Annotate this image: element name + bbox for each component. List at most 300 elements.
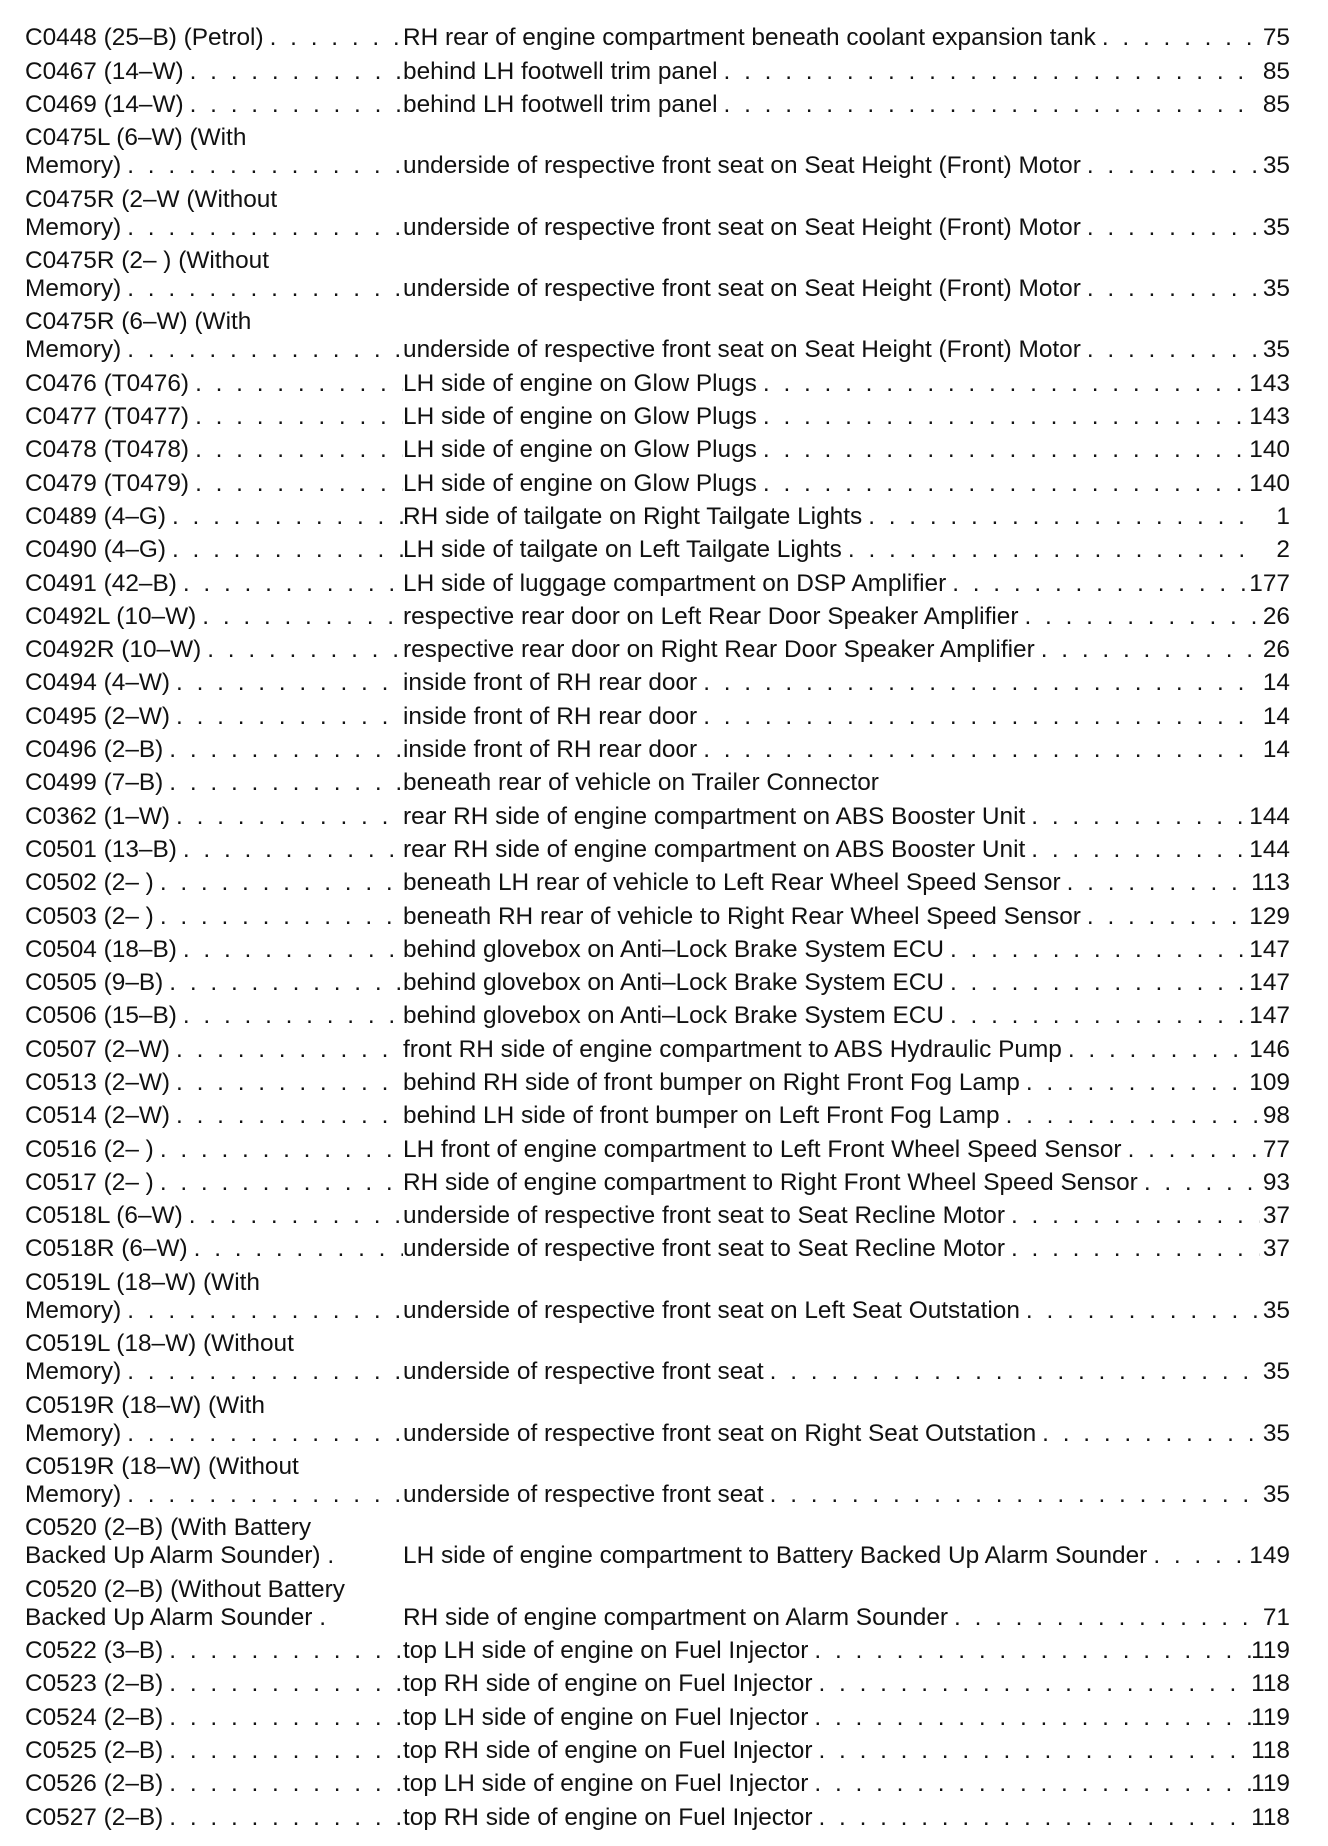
connector-code bbox=[25, 1136, 403, 1164]
page-reference: 129 bbox=[1249, 902, 1290, 930]
connector-entry bbox=[25, 242, 1290, 303]
connector-code-line2: Memory) bbox=[25, 1481, 122, 1509]
dot-leader bbox=[189, 470, 403, 498]
connector-entry bbox=[25, 303, 1290, 364]
connector-entry bbox=[25, 564, 1290, 597]
location-text: beneath LH rear of vehicle to Left Rear Wheel Speed Sensor bbox=[403, 869, 1061, 897]
connector-code bbox=[25, 1392, 403, 1448]
connector-entry bbox=[25, 1632, 1290, 1665]
connector-location bbox=[403, 736, 1290, 764]
connector-code-text: C0513 (2–W) bbox=[25, 1068, 171, 1096]
connector-location bbox=[403, 24, 1290, 52]
dot-leader bbox=[163, 736, 403, 764]
connector-entry bbox=[25, 1064, 1290, 1097]
page-reference: 113 bbox=[1251, 869, 1290, 897]
connector-code-text: C0501 (13–B) bbox=[25, 835, 177, 863]
dot-leader bbox=[757, 403, 1249, 431]
dot-leader bbox=[808, 1637, 1251, 1665]
connector-location bbox=[403, 275, 1290, 303]
page-reference: 149 bbox=[1249, 1542, 1290, 1570]
connector-code-text: C0479 (T0479) bbox=[25, 469, 190, 497]
dot-leader bbox=[1025, 836, 1249, 864]
connector-code bbox=[25, 1002, 403, 1030]
connector-code-text: C0523 (2–B) bbox=[25, 1670, 164, 1698]
dot-leader bbox=[163, 969, 403, 997]
location-text: RH side of tailgate on Right Tailgate Lights bbox=[403, 502, 863, 530]
page-reference: 1 bbox=[1276, 502, 1290, 530]
connector-code-text: C0489 (4–G) bbox=[25, 502, 166, 530]
dot-leader bbox=[170, 803, 403, 831]
connector-code bbox=[25, 1330, 403, 1386]
page-reference: 143 bbox=[1249, 403, 1290, 431]
dot-leader bbox=[177, 836, 403, 864]
connector-code bbox=[25, 1576, 403, 1632]
connector-code-line1: C0475R (2–W (Without bbox=[25, 185, 278, 213]
connector-entry bbox=[25, 1130, 1290, 1163]
connector-entry bbox=[25, 1197, 1290, 1230]
dot-leader bbox=[757, 436, 1249, 464]
location-text: behind LH side of front bumper on Left Front Fog Lamp bbox=[403, 1102, 1000, 1130]
connector-entry bbox=[25, 498, 1290, 531]
connector-code bbox=[25, 1036, 403, 1064]
dot-leader bbox=[764, 1358, 1260, 1386]
connector-code bbox=[25, 1202, 403, 1230]
dot-leader bbox=[189, 370, 403, 398]
dot-leader bbox=[1061, 869, 1252, 897]
connector-code bbox=[25, 1670, 403, 1698]
dot-leader bbox=[163, 1637, 403, 1665]
page-reference: 98 bbox=[1262, 1102, 1290, 1130]
connector-code-text: C0469 (14–W) bbox=[25, 90, 184, 118]
connector-code bbox=[25, 370, 403, 398]
location-text: inside front of RH rear door bbox=[403, 736, 698, 764]
connector-code-line2: Memory) bbox=[25, 336, 122, 364]
connector-location bbox=[403, 1102, 1290, 1130]
dot-leader bbox=[121, 275, 403, 303]
location-text: underside of respective front seat bbox=[403, 1481, 764, 1509]
connector-location bbox=[403, 1002, 1290, 1030]
connector-code bbox=[25, 1804, 403, 1832]
connector-code-line2: Memory) bbox=[25, 1296, 122, 1324]
dot-leader bbox=[163, 1804, 403, 1832]
location-text: respective rear door on Left Rear Door Speaker Amplifier bbox=[403, 602, 1019, 630]
connector-code-text: C0504 (18–B) bbox=[25, 935, 177, 963]
dot-leader bbox=[812, 1737, 1251, 1765]
dot-leader bbox=[201, 636, 403, 664]
dot-leader bbox=[1036, 1420, 1260, 1448]
connector-code-text: C0495 (2–W) bbox=[25, 702, 171, 730]
connector-entry bbox=[25, 864, 1290, 897]
connector-code-text: C0490 (4–G) bbox=[25, 536, 166, 564]
connector-code-line1: C0520 (2–B) (With Battery bbox=[25, 1514, 312, 1542]
connector-location bbox=[403, 1169, 1290, 1197]
connector-location bbox=[403, 1737, 1290, 1765]
dot-leader bbox=[121, 152, 403, 180]
connector-location bbox=[403, 836, 1290, 864]
page-reference: 109 bbox=[1249, 1068, 1290, 1096]
connector-entry bbox=[25, 1263, 1290, 1324]
connector-code-text: C0522 (3–B) bbox=[25, 1637, 164, 1665]
connector-code-text: C0476 (T0476) bbox=[25, 369, 190, 397]
location-text: underside of respective front seat to Seat Recline Motor bbox=[403, 1235, 1005, 1263]
page-reference: 14 bbox=[1262, 669, 1290, 697]
connector-code bbox=[25, 24, 403, 52]
dot-leader bbox=[121, 336, 403, 364]
connector-entry bbox=[25, 931, 1290, 964]
connector-code bbox=[25, 1770, 403, 1798]
page-reference: 85 bbox=[1262, 90, 1290, 118]
dot-leader bbox=[196, 603, 403, 631]
dot-leader bbox=[184, 58, 403, 86]
connector-entry bbox=[25, 52, 1290, 85]
connector-location bbox=[403, 1670, 1290, 1698]
page-reference: 35 bbox=[1262, 336, 1290, 364]
dot-leader bbox=[163, 1770, 403, 1798]
location-text: LH front of engine compartment to Left Front Wheel Speed Sensor bbox=[403, 1135, 1122, 1163]
location-text: beneath RH rear of vehicle to Right Rear Wheel Speed Sensor bbox=[403, 902, 1081, 930]
connector-entry bbox=[25, 831, 1290, 864]
location-text: underside of respective front seat on Seat Height (Front) Motor bbox=[403, 336, 1081, 364]
connector-code-line1: C0475L (6–W) (With bbox=[25, 124, 247, 152]
connector-code bbox=[25, 58, 403, 86]
connector-entry bbox=[25, 997, 1290, 1030]
connector-code bbox=[25, 1453, 403, 1509]
dot-leader bbox=[189, 436, 403, 464]
connector-location bbox=[403, 403, 1290, 431]
connector-code-line2: Memory) bbox=[25, 1419, 122, 1447]
location-text: top RH side of engine on Fuel Injector bbox=[403, 1670, 813, 1698]
connector-code-text: C0524 (2–B) bbox=[25, 1703, 164, 1731]
dot-leader bbox=[1005, 1235, 1260, 1263]
dot-leader bbox=[1147, 1542, 1249, 1570]
dot-leader bbox=[1138, 1169, 1260, 1197]
connector-entry bbox=[25, 19, 1290, 52]
connector-code-text: C0517 (2– ) bbox=[25, 1168, 154, 1196]
dot-leader bbox=[697, 736, 1260, 764]
location-text: underside of respective front seat to Seat Recline Motor bbox=[403, 1202, 1005, 1230]
page-reference: 2 bbox=[1276, 536, 1290, 564]
location-text: RH rear of engine compartment beneath coolant expansion tank bbox=[403, 24, 1096, 52]
dot-leader bbox=[764, 1481, 1260, 1509]
connector-code-text: C0494 (4–W) bbox=[25, 669, 171, 697]
connector-code-text: C0514 (2–W) bbox=[25, 1102, 171, 1130]
page-reference: 26 bbox=[1262, 602, 1290, 630]
connector-code-text: C0506 (15–B) bbox=[25, 1002, 177, 1030]
connector-location bbox=[403, 436, 1290, 464]
connector-entry bbox=[25, 797, 1290, 830]
connector-location bbox=[403, 969, 1290, 997]
connector-code bbox=[25, 1235, 403, 1263]
dot-leader bbox=[944, 1002, 1249, 1030]
connector-code-line2: Memory) bbox=[25, 275, 122, 303]
connector-code bbox=[25, 1637, 403, 1665]
connector-entry bbox=[25, 431, 1290, 464]
connector-code bbox=[25, 570, 403, 598]
location-text: top LH side of engine on Fuel Injector bbox=[403, 1703, 809, 1731]
connector-code-line1: C0475R (6–W) (With bbox=[25, 308, 252, 336]
connector-entry bbox=[25, 664, 1290, 697]
location-text: LH side of tailgate on Left Tailgate Lights bbox=[403, 536, 842, 564]
connector-code bbox=[25, 308, 403, 364]
connector-code-text: C0499 (7–B) bbox=[25, 769, 164, 797]
connector-code-text: C0467 (14–W) bbox=[25, 57, 184, 85]
connector-code-text: C0518L (6–W) bbox=[25, 1202, 183, 1230]
page-reference: 35 bbox=[1262, 1358, 1290, 1386]
connector-list bbox=[25, 19, 1290, 1832]
connector-location bbox=[403, 336, 1290, 364]
connector-code bbox=[25, 1169, 403, 1197]
dot-leader bbox=[812, 1804, 1251, 1832]
connector-entry bbox=[25, 697, 1290, 730]
dot-leader bbox=[170, 703, 403, 731]
connector-code bbox=[25, 186, 403, 242]
location-text: beneath rear of vehicle on Trailer Connector bbox=[403, 769, 879, 797]
connector-code bbox=[25, 91, 403, 119]
dot-leader bbox=[948, 1604, 1260, 1632]
page-reference bbox=[1260, 769, 1290, 797]
dot-leader bbox=[1035, 636, 1260, 664]
connector-code bbox=[25, 247, 403, 303]
dot-leader bbox=[1081, 336, 1260, 364]
dot-leader bbox=[1081, 214, 1260, 242]
dot-leader bbox=[154, 869, 403, 897]
location-text: behind RH side of front bumper on Right Front Fog Lamp bbox=[403, 1068, 1020, 1096]
dot-leader bbox=[121, 214, 403, 242]
location-text: LH side of luggage compartment on DSP Amplifier bbox=[403, 569, 947, 597]
location-text: behind glovebox on Anti–Lock Brake System ECU bbox=[403, 935, 944, 963]
dot-leader bbox=[1122, 1136, 1260, 1164]
connector-code-text: C0448 (25–B) (Petrol) bbox=[25, 24, 264, 52]
connector-entry bbox=[25, 631, 1290, 664]
page-reference: 143 bbox=[1249, 369, 1290, 397]
connector-code-line1: C0519L (18–W) (Without bbox=[25, 1330, 294, 1358]
page-reference: 140 bbox=[1249, 436, 1290, 464]
page-reference: 147 bbox=[1249, 969, 1290, 997]
connector-code-line2: Memory) bbox=[25, 152, 122, 180]
page-reference: 119 bbox=[1251, 1770, 1290, 1798]
connector-code-line2: Memory) bbox=[25, 213, 122, 241]
connector-entry bbox=[25, 1732, 1290, 1765]
connector-entry bbox=[25, 364, 1290, 397]
connector-code bbox=[25, 769, 403, 797]
connector-code-line1: C0475R (2– ) (Without bbox=[25, 247, 270, 275]
connector-location bbox=[403, 1036, 1290, 1064]
page-reference: 119 bbox=[1251, 1637, 1290, 1665]
dot-leader bbox=[1025, 803, 1249, 831]
connector-entry bbox=[25, 1325, 1290, 1386]
location-text: underside of respective front seat on Seat Height (Front) Motor bbox=[403, 213, 1081, 241]
location-text: front RH side of engine compartment to ABS Hydraulic Pump bbox=[403, 1035, 1062, 1063]
page-reference: 14 bbox=[1262, 736, 1290, 764]
connector-location bbox=[403, 669, 1290, 697]
page-reference: 147 bbox=[1249, 1002, 1290, 1030]
connector-code-text: C0507 (2–W) bbox=[25, 1035, 171, 1063]
dot-leader bbox=[1005, 1202, 1260, 1230]
page-reference: 35 bbox=[1262, 213, 1290, 241]
dot-leader bbox=[170, 1036, 403, 1064]
connector-entry bbox=[25, 1386, 1290, 1447]
connector-code-text: C0362 (1–W) bbox=[25, 802, 171, 830]
dot-leader bbox=[121, 1481, 403, 1509]
page-reference: 177 bbox=[1249, 569, 1290, 597]
connector-location bbox=[403, 1136, 1290, 1164]
dot-leader bbox=[121, 1358, 403, 1386]
connector-location bbox=[403, 1358, 1290, 1386]
connector-code bbox=[25, 1269, 403, 1325]
page-reference: 35 bbox=[1262, 152, 1290, 180]
connector-code-text: C0518R (6–W) bbox=[25, 1235, 188, 1263]
page-reference: 147 bbox=[1249, 935, 1290, 963]
dot-leader bbox=[1018, 603, 1260, 631]
page-reference: 85 bbox=[1262, 57, 1290, 85]
page-reference: 144 bbox=[1249, 802, 1290, 830]
dot-leader bbox=[1081, 275, 1260, 303]
connector-code bbox=[25, 903, 403, 931]
connector-code bbox=[25, 736, 403, 764]
dot-leader bbox=[1020, 1297, 1260, 1325]
connector-location bbox=[403, 1069, 1290, 1097]
connector-entry bbox=[25, 1798, 1290, 1831]
connector-code bbox=[25, 503, 403, 531]
connector-code-text: C0525 (2–B) bbox=[25, 1737, 164, 1764]
location-text: LH side of engine on Glow Plugs bbox=[403, 469, 757, 497]
connector-location bbox=[403, 1420, 1290, 1448]
page-reference: 35 bbox=[1262, 275, 1290, 303]
dot-leader bbox=[121, 1297, 403, 1325]
connector-code-line1: C0519R (18–W) (With bbox=[25, 1391, 265, 1419]
connector-code bbox=[25, 1737, 403, 1765]
location-text: rear RH side of engine compartment on ABS Booster Unit bbox=[403, 802, 1026, 830]
connector-location bbox=[403, 470, 1290, 498]
location-text: underside of respective front seat on Left Seat Outstation bbox=[403, 1296, 1020, 1324]
page-reference: 35 bbox=[1262, 1296, 1290, 1324]
dot-leader bbox=[170, 669, 403, 697]
connector-code-text: C0496 (2–B) bbox=[25, 736, 164, 764]
connector-location bbox=[403, 1297, 1290, 1325]
dot-leader bbox=[1081, 903, 1249, 931]
connector-location bbox=[403, 936, 1290, 964]
connector-location bbox=[403, 803, 1290, 831]
dot-leader bbox=[184, 91, 403, 119]
dot-leader bbox=[163, 1670, 403, 1698]
page-reference: 118 bbox=[1251, 1670, 1290, 1698]
page-reference: 118 bbox=[1251, 1803, 1290, 1831]
dot-leader bbox=[154, 1169, 403, 1197]
dot-leader bbox=[1096, 24, 1260, 52]
connector-entry bbox=[25, 1765, 1290, 1798]
connector-code bbox=[25, 1069, 403, 1097]
page-reference: 93 bbox=[1262, 1168, 1290, 1196]
dot-leader bbox=[264, 24, 403, 52]
connector-location bbox=[403, 91, 1290, 119]
dot-leader bbox=[154, 903, 403, 931]
dot-leader bbox=[189, 403, 403, 431]
dot-leader bbox=[757, 370, 1249, 398]
page-reference: 14 bbox=[1262, 702, 1290, 730]
location-text: inside front of RH rear door bbox=[403, 669, 698, 697]
connector-entry bbox=[25, 764, 1290, 797]
dot-leader bbox=[121, 1420, 403, 1448]
connector-code-text: C0502 (2– ) bbox=[25, 869, 154, 897]
location-text: top LH side of engine on Fuel Injector bbox=[403, 1770, 809, 1798]
location-text: behind LH footwell trim panel bbox=[403, 57, 718, 85]
connector-code bbox=[25, 669, 403, 697]
connector-location bbox=[403, 536, 1290, 564]
connector-entry bbox=[25, 1665, 1290, 1698]
connector-entry bbox=[25, 897, 1290, 930]
location-text: top RH side of engine on Fuel Injector bbox=[403, 1803, 813, 1831]
dot-leader bbox=[166, 536, 403, 564]
connector-location bbox=[403, 1202, 1290, 1230]
connector-entry bbox=[25, 86, 1290, 119]
connector-code-text: C0492R (10–W) bbox=[25, 636, 202, 664]
connector-entry bbox=[25, 398, 1290, 431]
connector-code-line2: Backed Up Alarm Sounder) . bbox=[25, 1542, 335, 1570]
connector-location bbox=[403, 769, 1290, 797]
dot-leader bbox=[944, 969, 1249, 997]
connector-code bbox=[25, 703, 403, 731]
page-reference: 118 bbox=[1251, 1737, 1290, 1764]
dot-leader bbox=[163, 1737, 403, 1765]
dot-leader bbox=[808, 1770, 1251, 1798]
location-text: RH side of engine compartment on Alarm Sounder bbox=[403, 1603, 949, 1631]
connector-code bbox=[25, 836, 403, 864]
connector-location bbox=[403, 703, 1290, 731]
page-reference: 35 bbox=[1262, 1419, 1290, 1447]
dot-leader bbox=[697, 669, 1260, 697]
location-text: rear RH side of engine compartment on ABS Booster Unit bbox=[403, 835, 1026, 863]
connector-code bbox=[25, 636, 403, 664]
connector-location bbox=[403, 570, 1290, 598]
connector-code bbox=[25, 869, 403, 897]
location-text: RH side of engine compartment to Right Front Wheel Speed Sensor bbox=[403, 1168, 1138, 1196]
dot-leader bbox=[944, 936, 1249, 964]
dot-leader bbox=[170, 1102, 403, 1130]
connector-entry bbox=[25, 1030, 1290, 1063]
connector-code bbox=[25, 403, 403, 431]
dot-leader bbox=[718, 91, 1260, 119]
connector-location bbox=[403, 603, 1290, 631]
connector-location bbox=[403, 869, 1290, 897]
connector-code bbox=[25, 124, 403, 180]
dot-leader bbox=[177, 936, 403, 964]
dot-leader bbox=[177, 570, 403, 598]
connector-location bbox=[403, 1481, 1290, 1509]
location-text: LH side of engine compartment to Battery Backed Up Alarm Sounder bbox=[403, 1542, 1148, 1570]
location-text: respective rear door on Right Rear Door Speaker Amplifier bbox=[403, 636, 1035, 664]
dot-leader bbox=[946, 570, 1249, 598]
connector-code bbox=[25, 536, 403, 564]
dot-leader bbox=[163, 1704, 403, 1732]
connector-code bbox=[25, 803, 403, 831]
connector-entry bbox=[25, 1570, 1290, 1631]
connector-code-text: C0503 (2– ) bbox=[25, 902, 154, 930]
connector-entry bbox=[25, 180, 1290, 241]
connector-location bbox=[403, 1637, 1290, 1665]
page-reference: 140 bbox=[1249, 469, 1290, 497]
connector-code bbox=[25, 969, 403, 997]
dot-leader bbox=[188, 1235, 403, 1263]
connector-code bbox=[25, 603, 403, 631]
connector-location bbox=[403, 58, 1290, 86]
page-reference: 146 bbox=[1249, 1035, 1290, 1063]
connector-code-text: C0505 (9–B) bbox=[25, 969, 164, 997]
page-reference: 35 bbox=[1262, 1481, 1290, 1509]
connector-code-text: C0491 (42–B) bbox=[25, 569, 177, 597]
dot-leader bbox=[1000, 1102, 1260, 1130]
location-text: LH side of engine on Glow Plugs bbox=[403, 403, 757, 431]
dot-leader bbox=[812, 1670, 1251, 1698]
